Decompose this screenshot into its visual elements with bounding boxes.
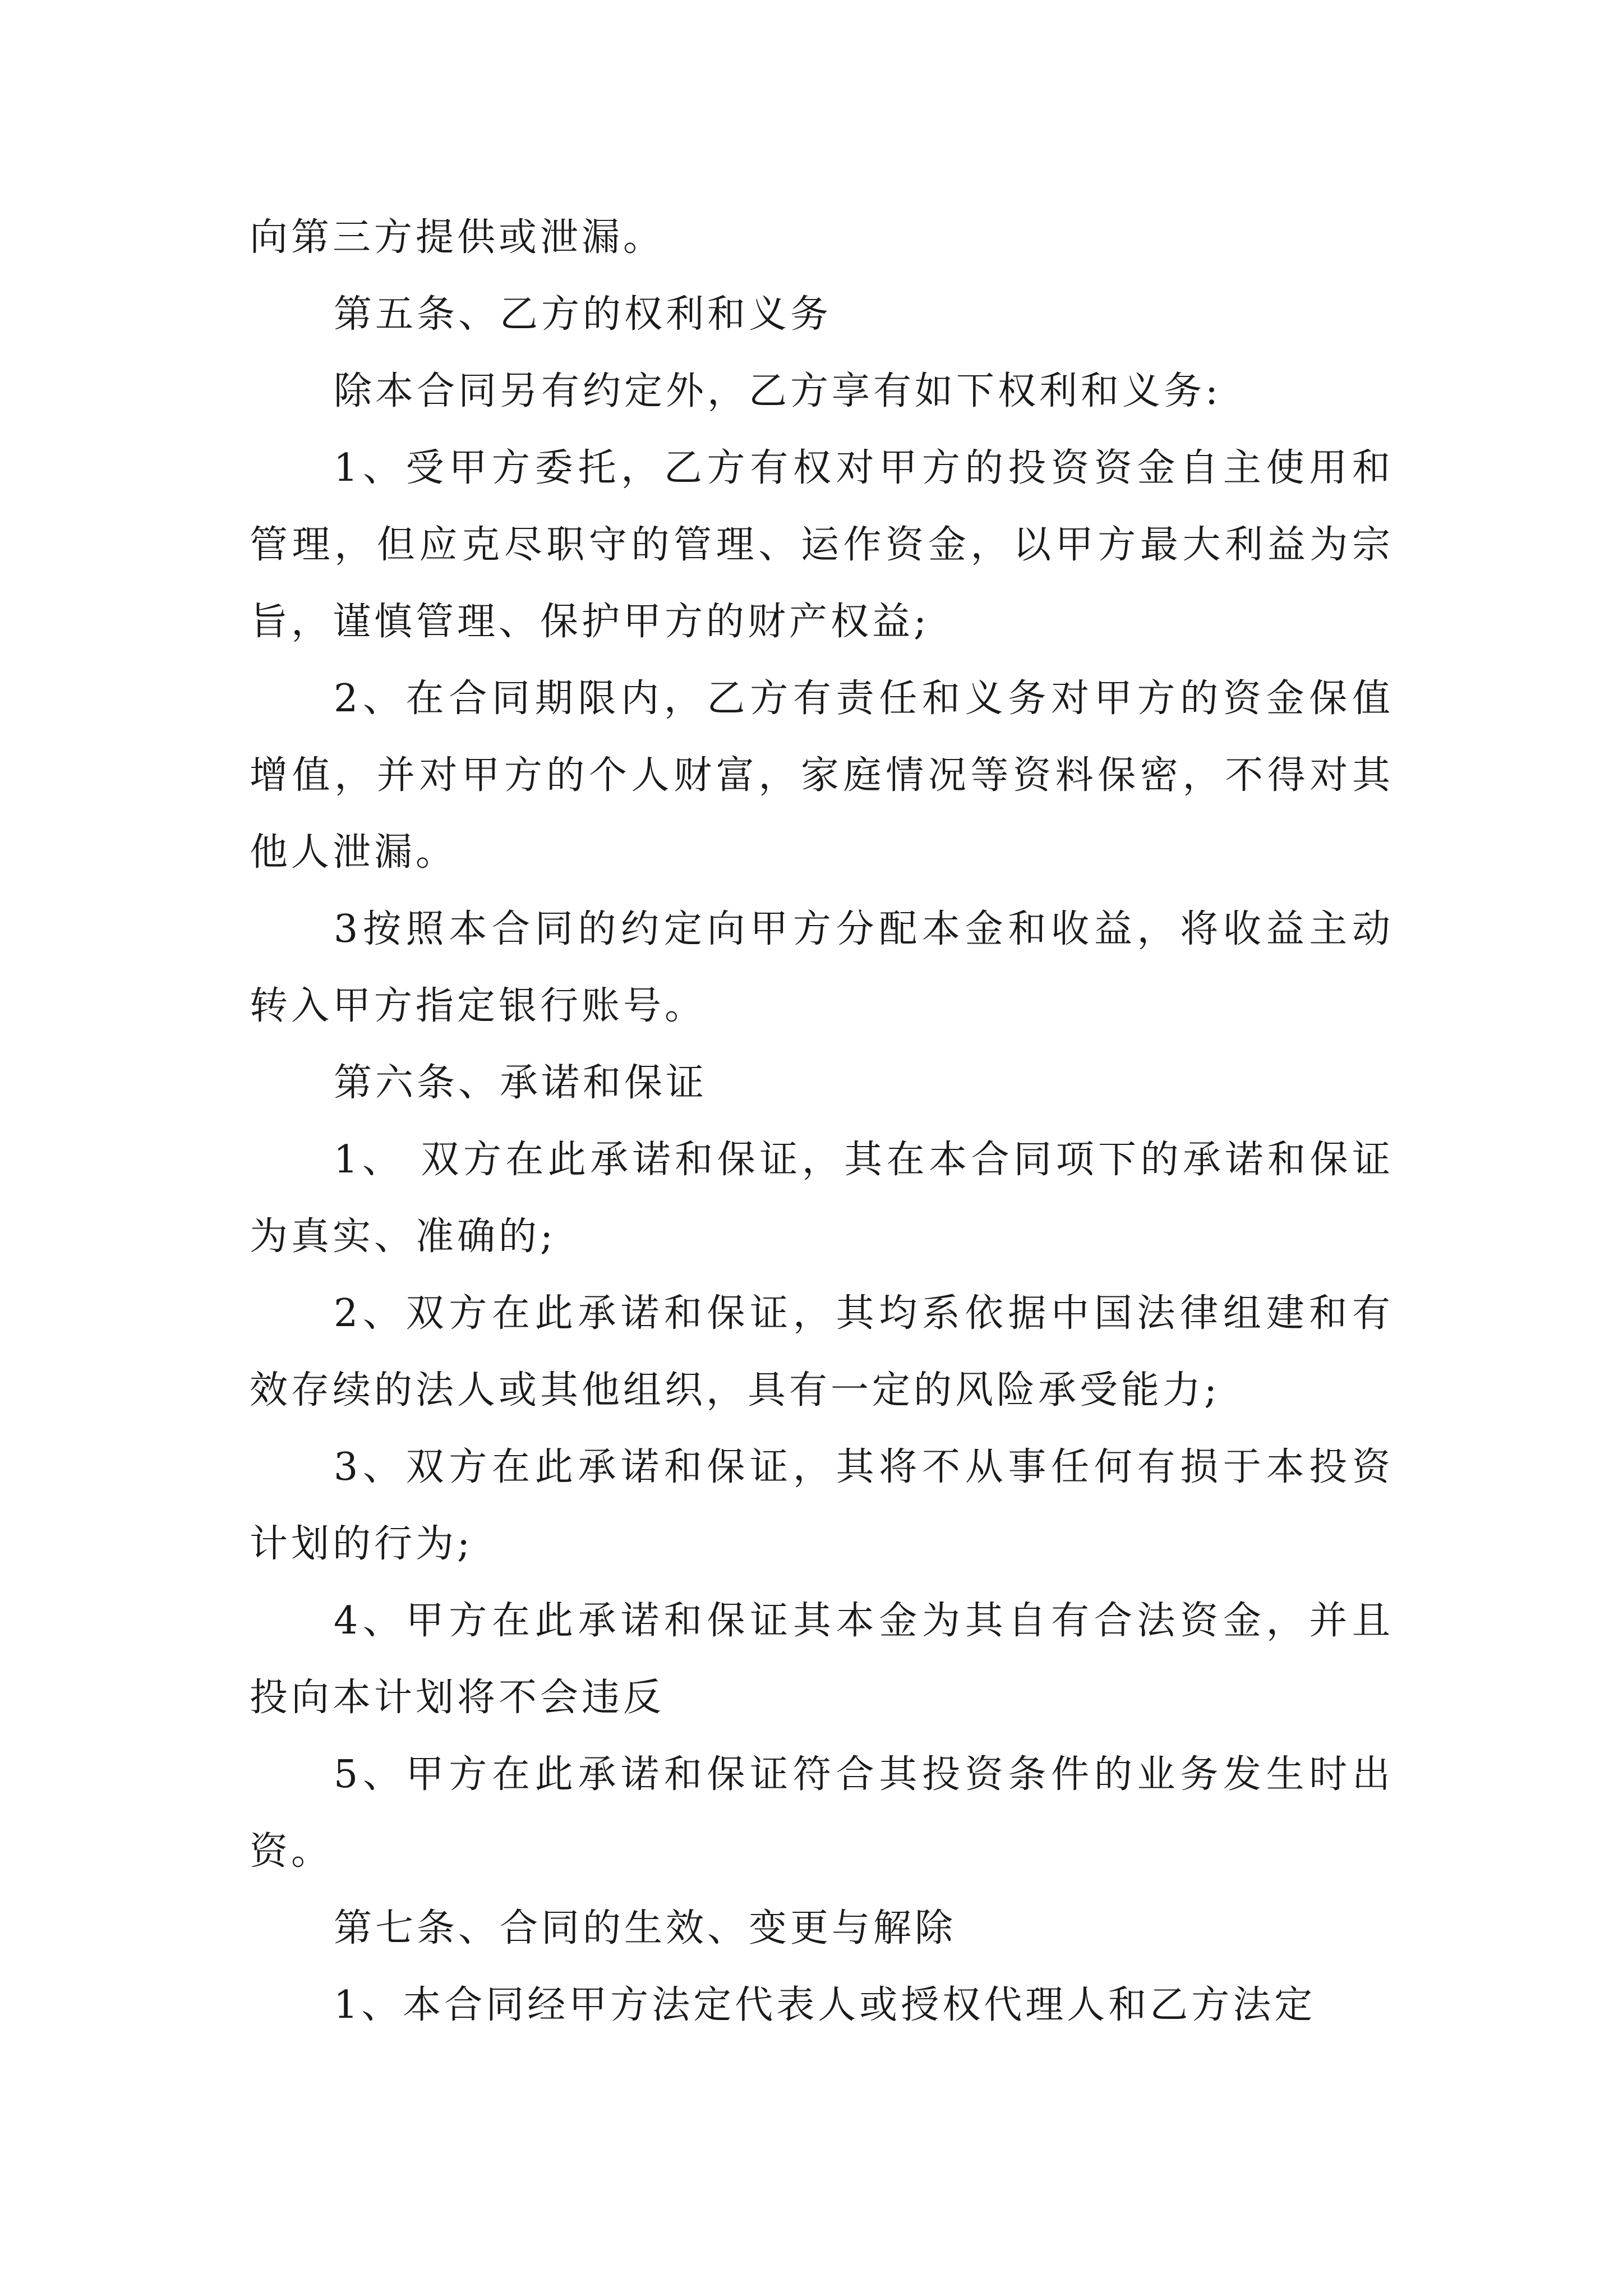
paragraph-article-6-item-3: 3、双方在此承诺和保证，其将不从事任何有损于本投资计划的行为; [250,1445,1394,1566]
paragraph-article-6-item-1: 1、 双方在此承诺和保证，其在本合同项下的承诺和保证为真实、准确的; [250,1138,1394,1259]
paragraph-article-6-item-2: 2、双方在此承诺和保证，其均系依据中国法律组建和有效存续的法人或其他组织，具有一定的风险承受能力; [250,1291,1394,1412]
paragraph-article-6-item-4: 4、甲方在此承诺和保证其本金为其自有合法资金，并且投向本计划将不会违反 [250,1599,1394,1720]
paragraph-continuation: 向第三方提供或泄漏。 [250,215,665,260]
heading-article-6: 第六条、承诺和保证 [334,1061,708,1105]
paragraph-article-5-item-2: 2、在合同期限内，乙方有责任和义务对甲方的资金保值增值，并对甲方的个人财富，家庭情况等资料保密，不得对其他人泄漏。 [250,677,1394,875]
heading-article-5: 第五条、乙方的权利和义务 [334,292,832,337]
paragraph-article-6-item-5: 5、甲方在此承诺和保证符合其投资条件的业务发生时出资。 [250,1752,1394,1874]
paragraph-article-5-item-3: 3按照本合同的约定向甲方分配本金和收益，将收益主动转入甲方指定银行账号。 [250,907,1394,1028]
heading-article-7: 第七条、合同的生效、变更与解除 [334,1906,957,1950]
paragraph-article-7-item-1: 1、本合同经甲方法定代表人或授权代理人和乙方法定 [334,1983,1316,2027]
paragraph-article-5-intro: 除本合同另有约定外，乙方享有如下权利和义务: [334,369,1221,413]
document-body [250,199,1394,2044]
paragraph-article-5-item-1: 1、受甲方委托，乙方有权对甲方的投资资金自主使用和管理，但应克尽职守的管理、运作资金，以甲方最大利益为宗旨，谨慎管理、保护甲方的财产权益; [250,446,1394,644]
